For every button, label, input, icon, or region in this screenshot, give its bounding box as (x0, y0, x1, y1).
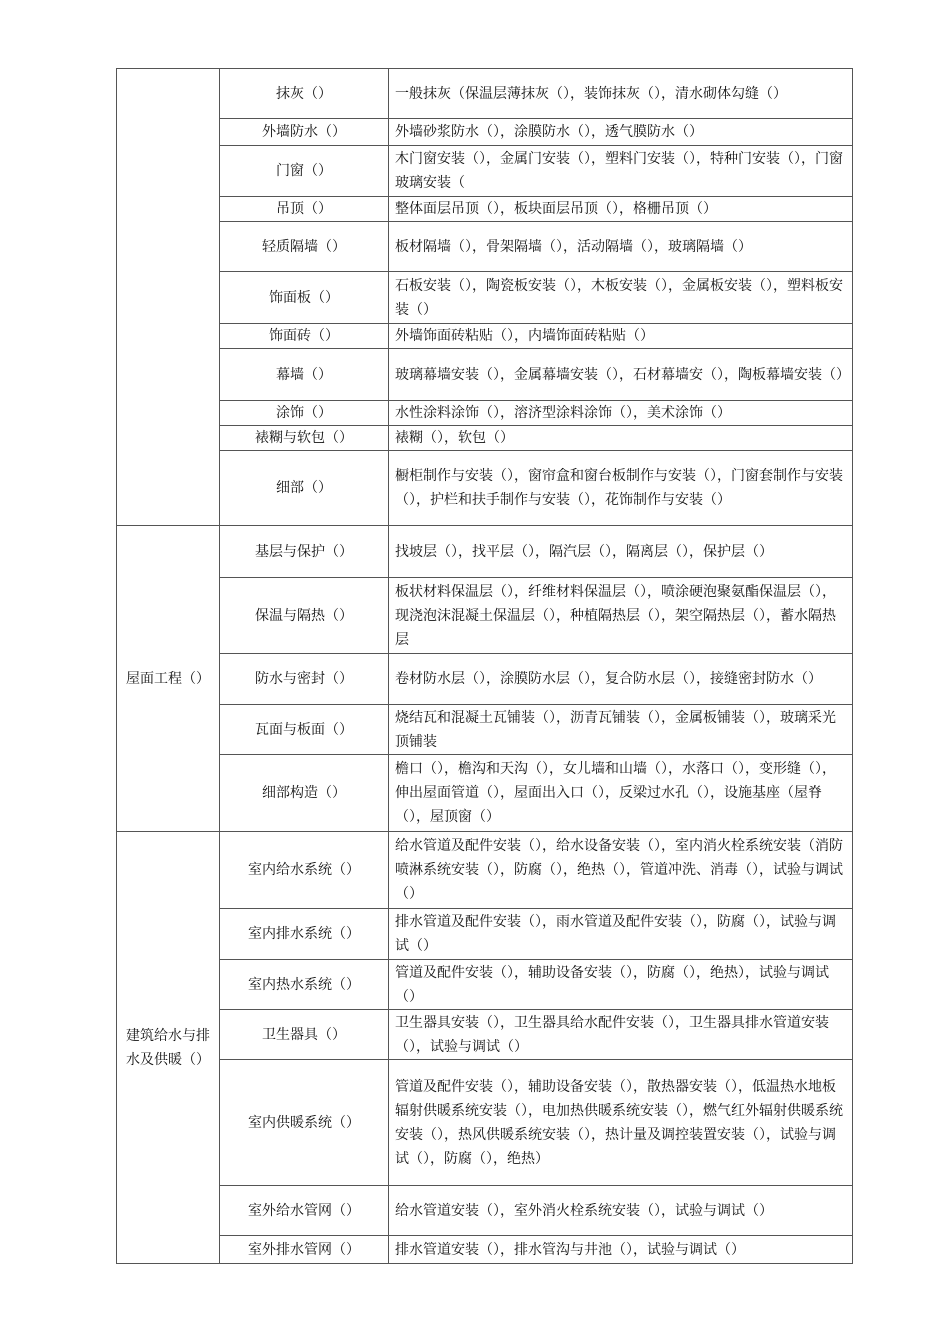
inspection-items-cell: 卷材防水层（），涂膜防水层（），复合防水层（），接缝密封防水（） (389, 654, 853, 705)
table-row (117, 960, 853, 1010)
inspection-items-cell: 水性涂料涂饰（），溶济型涂料涂饰（），美术涂饰（） (389, 401, 853, 426)
subdivision-name-cell: 裱糊与软包（） (220, 426, 389, 451)
inspection-items-cell: 板状材料保温层（），纤维材料保温层（），喷涂硬泡聚氨酯保温层（），现浇泡沫混凝土保温层（），种植隔热层（），架空隔热层（），蓄水隔热层 (389, 578, 853, 654)
table-row (117, 401, 853, 426)
table-row (117, 426, 853, 451)
subdivision-name-cell: 基层与保护（） (220, 526, 389, 578)
table-row (117, 146, 853, 197)
inspection-items-cell: 外墙砂浆防水（），涂膜防水（），透气膜防水（） (389, 119, 853, 146)
subdivision-name-cell: 外墙防水（） (220, 119, 389, 146)
table-row (117, 197, 853, 222)
subdivision-name-cell: 抹灰（） (220, 69, 389, 119)
table-row (117, 222, 853, 272)
inspection-items-cell: 找坡层（），找平层（），隔汽层（），隔离层（），保护层（） (389, 526, 853, 578)
division-name-cell (117, 69, 220, 526)
inspection-items-cell: 管道及配件安装（），辅助设备安装（），防腐（），绝热），试验与调试（） (389, 960, 853, 1010)
subdivision-name-cell: 室内供暖系统（） (220, 1060, 389, 1186)
subdivision-name-cell: 幕墙（） (220, 349, 389, 401)
subdivision-name-cell: 涂饰（） (220, 401, 389, 426)
inspection-items-cell: 裱糊（），软包（） (389, 426, 853, 451)
inspection-items-cell: 排水管道及配件安装（），雨水管道及配件安装（），防腐（），试验与调试（） (389, 909, 853, 960)
subdivision-name-cell: 饰面板（） (220, 272, 389, 324)
inspection-items-cell: 一般抹灰（保温层薄抹灰（），装饰抹灰（），清水砌体勾缝（） (389, 69, 853, 119)
inspection-items-cell: 给水管道及配件安装（），给水设备安装（），室内消火栓系统安装（消防喷淋系统安装（），防腐（），绝热（），管道冲洗、消毒（），试验与调试（） (389, 832, 853, 909)
table-row (117, 349, 853, 401)
inspection-items-cell: 木门窗安装（），金属门安装（），塑料门安装（），特种门安装（），门窗玻璃安装（ (389, 146, 853, 197)
subdivision-name-cell: 细部构造（） (220, 755, 389, 832)
inspection-items-cell: 板材隔墙（），骨架隔墙（），活动隔墙（），玻璃隔墙（） (389, 222, 853, 272)
table-row (117, 526, 853, 578)
subdivision-name-cell: 室内给水系统（） (220, 832, 389, 909)
table-row (117, 909, 853, 960)
subdivision-name-cell: 瓦面与板面（） (220, 705, 389, 755)
division-name-cell: 屋面工程（） (117, 526, 220, 832)
subdivision-name-cell: 室内排水系统（） (220, 909, 389, 960)
subdivision-name-cell: 门窗（） (220, 146, 389, 197)
subdivision-name-cell: 防水与密封（） (220, 654, 389, 705)
inspection-items-cell: 石板安装（），陶瓷板安装（），木板安装（），金属板安装（），塑料板安装（） (389, 272, 853, 324)
table-row (117, 1236, 853, 1264)
inspection-items-cell: 卫生器具安装（），卫生器具给水配件安装（），卫生器具排水管道安装（），试验与调试（） (389, 1010, 853, 1060)
subdivision-name-cell: 饰面砖（） (220, 324, 389, 349)
inspection-items-cell: 玻璃幕墙安装（），金属幕墙安装（），石材幕墙安（），陶板幕墙安装（） (389, 349, 853, 401)
table-row (117, 69, 853, 119)
table-row (117, 119, 853, 146)
inspection-items-cell: 给水管道安装（），室外消火栓系统安装（），试验与调试（） (389, 1186, 853, 1236)
subdivision-name-cell: 细部（） (220, 451, 389, 526)
table-row (117, 451, 853, 526)
table-row (117, 1010, 853, 1060)
inspection-items-cell: 外墙饰面砖粘贴（），内墙饰面砖粘贴（） (389, 324, 853, 349)
table-row (117, 832, 853, 909)
table-row (117, 578, 853, 654)
subdivision-name-cell: 吊顶（） (220, 197, 389, 222)
table-row (117, 1186, 853, 1236)
table-row (117, 654, 853, 705)
table-row (117, 755, 853, 832)
inspection-item-table (116, 68, 853, 1264)
inspection-items-cell: 排水管道安装（），排水管沟与井池（），试验与调试（） (389, 1236, 853, 1264)
division-name-cell: 建筑给水与排水及供暖（） (117, 832, 220, 1264)
table-body (117, 69, 853, 1264)
inspection-items-cell: 檐口（），檐沟和天沟（），女儿墙和山墙（），水落口（），变形缝（），伸出屋面管道（），屋面出入口（），反梁过水孔（），设施基座（屋脊（），屋顶窗（） (389, 755, 853, 832)
subdivision-name-cell: 保温与隔热（） (220, 578, 389, 654)
table-row (117, 1060, 853, 1186)
subdivision-name-cell: 轻质隔墙（） (220, 222, 389, 272)
table-row (117, 324, 853, 349)
inspection-items-cell: 橱柜制作与安装（），窗帘盒和窗台板制作与安装（），门窗套制作与安装（），护栏和扶手制作与安装（），花饰制作与安装（） (389, 451, 853, 526)
inspection-items-cell: 烧结瓦和混凝土瓦铺装（），沥青瓦铺装（），金属板铺装（），玻璃采光顶铺装 (389, 705, 853, 755)
subdivision-name-cell: 室外给水管网（） (220, 1186, 389, 1236)
subdivision-name-cell: 卫生器具（） (220, 1010, 389, 1060)
subdivision-name-cell: 室外排水管网（） (220, 1236, 389, 1264)
table-row (117, 705, 853, 755)
table-row (117, 272, 853, 324)
subdivision-name-cell: 室内热水系统（） (220, 960, 389, 1010)
inspection-items-cell: 管道及配件安装（），辅助设备安装（），散热器安装（），低温热水地板辐射供暖系统安装（），电加热供暖系统安装（），燃气红外辐射供暖系统安装（），热风供暖系统安装（），热计量及调控装置安装（），试验与调试（），防腐（），绝热） (389, 1060, 853, 1186)
inspection-items-cell: 整体面层吊顶（），板块面层吊顶（），格栅吊顶（） (389, 197, 853, 222)
